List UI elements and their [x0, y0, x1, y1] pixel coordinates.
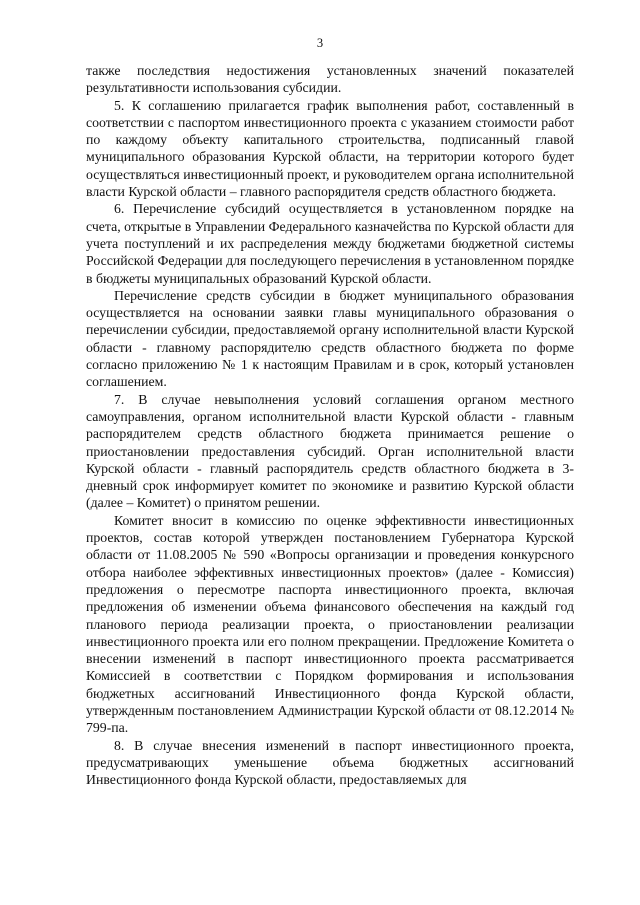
paragraph: Перечисление средств субсидии в бюджет муниципального образования осуществляется на основании заявки главы муниципального образования о перечислении субсидии, предоставляемой органу исполнительной власти Курской области - главному распорядителю средств областного бюджета по форме согласно приложению № 1 к настоящим Правилам и в срок, который установлен соглашением. — [86, 287, 574, 390]
paragraph: 6. Перечисление субсидий осуществляется в установленном порядке на счета, открытые в Управлении Федерального казначейства по Курской области для учета поступлений и их распределения между бюджетами бюджетной системы Российской Федерации для последующего перечисления в установленном порядке в бюджеты муниципальных образований Курской области. — [86, 201, 574, 286]
paragraph: 5. К соглашению прилагается график выполнения работ, составленный в соответствии с паспортом инвестиционного проекта с указанием стоимости работ по каждому объекту капитального строительства, подписанный главой муниципального образования Курской области, на территории которого будет осуществляться инвестиционный проект, и руководителем органа исполнительной власти Курской области – главного распорядителя средств областного бюджета. — [86, 97, 574, 200]
paragraph: 7. В случае невыполнения условий соглашения органом местного самоуправления, органом исполнительной власти Курской области - главным распорядителем средств областного бюджета принимается решение о приостановлении предоставления субсидий. Орган исполнительной власти Курской области - главный распорядитель средств областного бюджета в 3-дневный срок информирует комитет по экономике и развитию Курской области (далее – Комитет) о принятом решении. — [86, 391, 574, 511]
page-number: 3 — [316, 36, 324, 50]
paragraph: также последствия недостижения установленных значений показателей результативности использования субсидии. — [86, 63, 574, 96]
paragraph: 8. В случае внесения изменений в паспорт инвестиционного проекта, предусматривающих уменьшение объема бюджетных ассигнований Инвестиционного фонда Курской области, предоставляемых для — [86, 737, 574, 788]
document-body — [86, 62, 574, 788]
paragraph: Комитет вносит в комиссию по оценке эффективности инвестиционных проектов, состав которой утвержден постановлением Губернатора Курской области от 11.08.2005 № 590 «Вопросы организации и проведения конкурсного отбора наиболее эффективных инвестиционных проектов» (далее - Комиссия) предложения о пересмотре паспорта инвестиционного проекта, включая предложения об изменении объема финансового обеспечения на каждый год планового периода реализации проекта, о приостановлении реализации инвестиционного проекта или его полном прекращении. Предложение Комитета о внесении изменений в паспорт инвестиционного проекта рассматривается Комиссией в соответствии с Порядком формирования и использования бюджетных ассигнований Инвестиционного фонда Курской области, утвержденным постановлением Администрации Курской области от 08.12.2014 № 799-па. — [86, 512, 574, 736]
